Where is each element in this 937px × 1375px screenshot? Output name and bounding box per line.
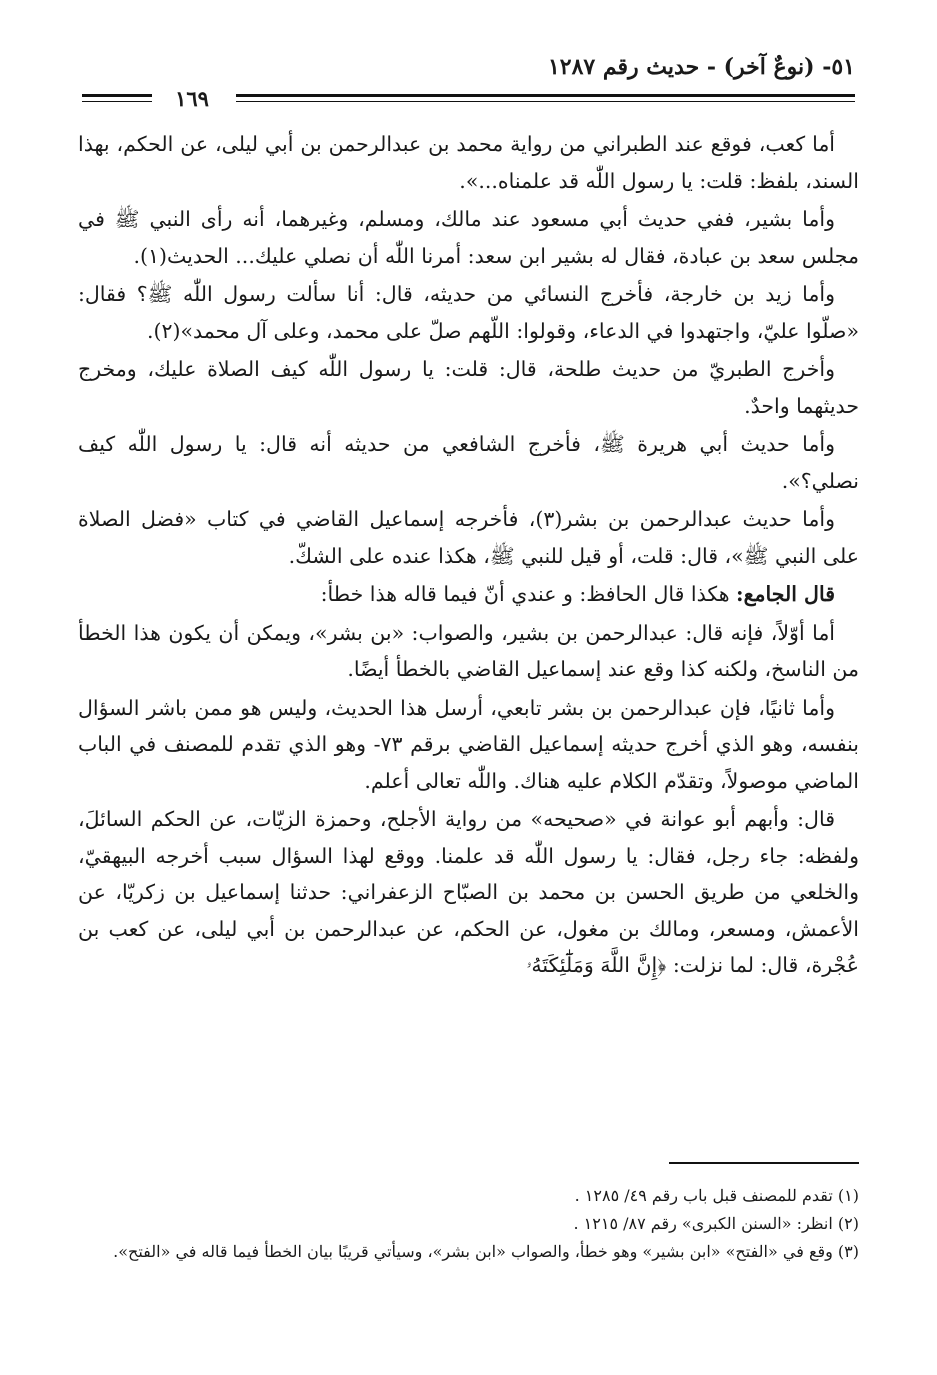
paragraph: وأما زيد بن خارجة، فأخرج النسائي من حديثه، قال: أنا سألت رسول اللّٰه ﷺ؟ فقال: «صلّوا عليّ، واجتهدوا في الدعاء، وقولوا: اللّهم صلّ على محمد، وعلى آل محمد»(٢). <box>78 282 859 343</box>
paragraph-lead: قال الجامع: <box>736 582 835 606</box>
paragraph: وأما حديث عبدالرحمن بن بشر(٣)، فأخرجه إسماعيل القاضي في كتاب «فضل الصلاة على النبي ﷺ»، قال: قلت، أو قيل للنبي ﷺ، هكذا عنده على الشكّ. <box>78 507 859 568</box>
footnote-1: (١) تقدم للمصنف قبل باب رقم ٤٩/ ١٢٨٥ . <box>574 1186 859 1205</box>
footnote-separator <box>669 1162 859 1164</box>
main-text <box>78 126 859 986</box>
paragraph: وأما ثانيًا، فإن عبدالرحمن بن بشر تابعي، أرسل هذا الحديث، وليس هو ممن باشر السؤال بنفسه، وهو الذي أخرج حديثه إسماعيل القاضي برقم ٧٣- وهو الذي تقدم للمصنف في الباب الماضي موصولاً، وتقدّم الكلام عليه هناك. واللّٰه تعالى أعلم. <box>78 695 859 793</box>
paragraph: قال الجامع: هكذا قال الحافظ: و عندي أنّ فيما قاله هذا خطأ: <box>320 582 835 606</box>
header-rule-long <box>236 94 855 102</box>
paragraph: أما كعب، فوقع عند الطبراني من رواية محمد بن عبدالرحمن بن أبي ليلى، عن الحكم، بهذا السند، بلفظ: قلت: يا رسول اللّٰه قد علمناه...». <box>78 132 859 193</box>
running-title: ٥١- (نوعٌ آخر) - حديث رقم ١٢٨٧ <box>547 54 855 80</box>
page-number: ١٦٩ <box>175 86 209 111</box>
paragraph: وأما حديث أبي هريرة ﷺ، فأخرج الشافعي من حديثه أنه قال: يا رسول اللّٰه كيف نصلي؟». <box>78 432 859 493</box>
paragraph: قال: وأبهم أبو عوانة في «صحيحه» من رواية الأجلح، وحمزة الزيّات، عن الحكم السائلَ، ولفظه: جاء رجل، فقال: يا رسول اللّٰه قد علمنا. ووقع لهذا السؤال سبب أخرجه البيهقيّ، والخلعي من طريق الحسن بن محمد بن الصبّاح الزعفراني: حدثنا إسماعيل بن زكريّا، عن الأعمش، ومسعر، ومالك بن مغول، عن الحكم، عن عبدالرحمن بن أبي ليلى، عن كعب بن عُجْرة، قال: لما نزلت: ﴿إِنَّ اللَّهَ وَمَلَٰٓئِكَتَهُۥ <box>78 807 859 977</box>
header-rule-short <box>82 94 152 102</box>
paragraph: وأما بشير، ففي حديث أبي مسعود عند مالك، ومسلم، وغيرهما، أنه رأى النبي ﷺ في مجلس سعد بن عبادة، فقال له بشير ابن سعد: أمرنا اللّٰه أن نصلي عليك... الحديث(١). <box>78 207 859 268</box>
paragraph: أما أوّلاً، فإنه قال: عبدالرحمن بن بشير، والصواب: «بن بشر»، ويمكن أن يكون هذا الخطأ من الناسخ، ولكنه كذا وقع عند إسماعيل القاضي بالخطأ أيضًا. <box>78 620 859 681</box>
footnotes <box>78 1182 859 1266</box>
footnote-3: (٣) وقع في «الفتح» «ابن بشير» وهو خطأ، والصواب «ابن بشر»، وسيأتي قريبًا بيان الخطأ فيما قاله في «الفتح». <box>113 1242 859 1261</box>
footnote-2: (٢) انظر: «السنن الكبرى» رقم ٨٧/ ١٢١٥ . <box>573 1214 859 1233</box>
paragraph: وأخرج الطبريّ من حديث طلحة، قال: قلت: يا رسول اللّٰه كيف الصلاة عليك، ومخرج حديثهما واحدٌ. <box>78 357 859 418</box>
